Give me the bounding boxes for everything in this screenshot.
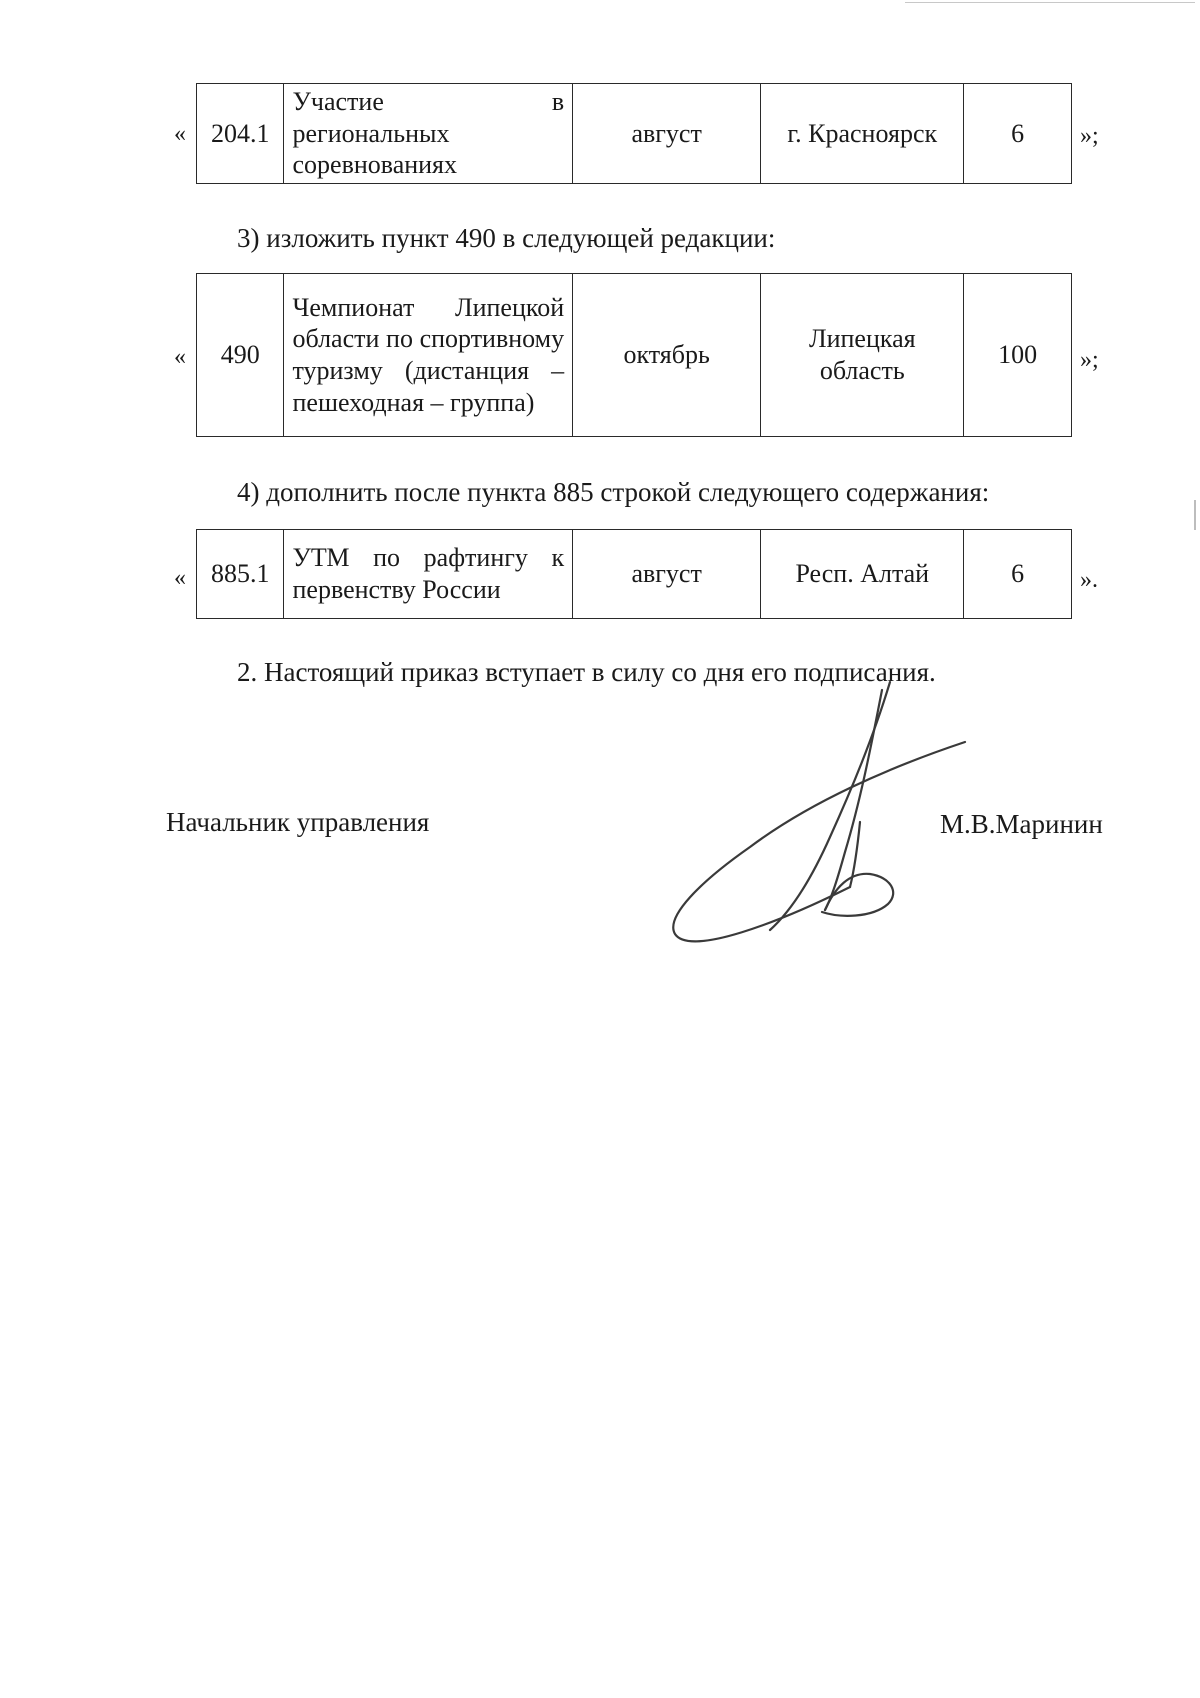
scan-edge-line	[905, 2, 1195, 3]
signature-stroke	[822, 874, 893, 916]
amendment-table-490	[196, 273, 1072, 437]
signatory-name: М.В.Маринин	[940, 809, 1103, 839]
signature-stroke	[770, 682, 890, 930]
paragraph-item-4: 4) дополнить после пункта 885 строкой следующего содержания:	[237, 477, 990, 507]
item-number-cell: 885.1	[197, 530, 284, 619]
item-location-cell: г. Красноярск	[761, 84, 964, 184]
row-open-quote: «	[174, 344, 186, 370]
item-location-cell: Липецкая область	[761, 274, 964, 437]
item-number-cell: 490	[197, 274, 284, 437]
row-close-quote: ».	[1080, 567, 1098, 593]
item-name-cell: Чемпионат Липецкой области по спортивному туризму (дистанция – пешеходная – группа)	[284, 274, 573, 437]
item-count-cell: 6	[964, 530, 1072, 619]
signature-stroke	[673, 742, 965, 941]
signatory-position: Начальник управления	[166, 807, 430, 837]
paragraph-effective-date: 2. Настоящий приказ вступает в силу со дня его подписания.	[237, 657, 936, 687]
row-open-quote: «	[174, 121, 186, 147]
row-close-quote: »;	[1080, 347, 1099, 373]
item-count-cell: 6	[964, 84, 1072, 184]
item-month-cell: октябрь	[573, 274, 761, 437]
item-location-cell: Респ. Алтай	[761, 530, 964, 619]
table-row	[197, 84, 1072, 184]
paragraph-item-3: 3) изложить пункт 490 в следующей редакции:	[237, 223, 776, 253]
item-month-cell: август	[573, 84, 761, 184]
item-count-cell: 100	[964, 274, 1072, 437]
table-row	[197, 274, 1072, 437]
scan-edge-mark	[1194, 500, 1196, 530]
row-open-quote: «	[174, 565, 186, 591]
amendment-table-885-1	[196, 529, 1072, 619]
row-close-quote: »;	[1080, 123, 1099, 149]
item-number-cell: 204.1	[197, 84, 284, 184]
item-month-cell: август	[573, 530, 761, 619]
item-name-cell: УТМ по рафтингу к первенству России	[284, 530, 573, 619]
item-name-cell: Участие в региональных соревнованиях	[284, 84, 573, 184]
handwritten-signature	[660, 672, 980, 952]
table-row	[197, 530, 1072, 619]
amendment-table-204-1	[196, 83, 1072, 184]
